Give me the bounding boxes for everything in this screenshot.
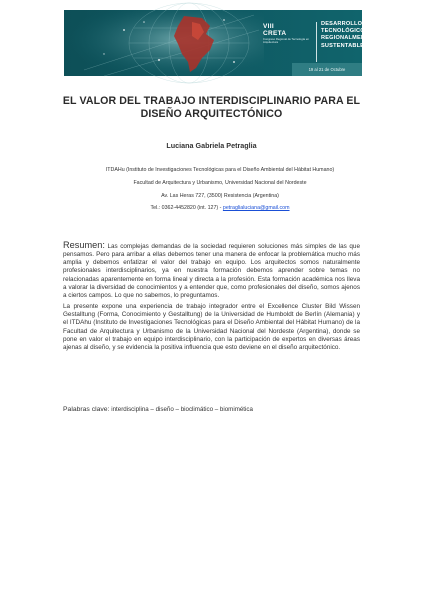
author-name: Luciana Gabriela Petraglia xyxy=(166,141,257,150)
keywords-line xyxy=(63,406,360,413)
conference-banner xyxy=(64,10,373,76)
abstract-section xyxy=(63,241,360,352)
edition-label: VIII xyxy=(263,23,274,30)
keywords-label: Palabras clave: xyxy=(63,406,110,413)
theme-block xyxy=(321,21,391,50)
banner-divider xyxy=(316,22,317,62)
event-name: CRETA xyxy=(263,30,287,37)
keywords-text: interdisciplina – diseño – bioclimático – biomimética xyxy=(111,406,253,413)
title-line: EL VALOR DEL TRABAJO INTERDISCIPLINARIO PARA EL xyxy=(62,95,361,107)
abstract-paragraph xyxy=(63,241,360,300)
title-line: DISEÑO ARQUITECTÓNICO xyxy=(140,108,283,120)
paper-title xyxy=(50,95,373,121)
globe-logo-icon xyxy=(64,10,264,76)
creta-block xyxy=(263,23,315,45)
affiliation-address: Av. Las Heras 727, (3500) Resistencia (Argentina) xyxy=(161,193,279,199)
affiliation-institute: ITDAHu (Instituto de Investigaciones Tecnológicas para el Diseño Ambiental del Hábitat Humano) xyxy=(105,167,335,173)
theme-line: SUSTENTABLE xyxy=(321,42,365,49)
theme-line: REGIONALMENTE xyxy=(321,35,373,42)
abstract-label: Resumen: xyxy=(63,240,105,250)
theme-line: TECNOLÓGICO xyxy=(321,28,365,35)
contact-line xyxy=(70,205,370,211)
email-link[interactable]: petraglialuciana@gmail.com xyxy=(222,205,290,211)
affiliation-faculty: Facultad de Arquitectura y Urbanismo, Universidad Nacional del Nordeste xyxy=(133,180,307,186)
event-dates: 19 al 21 de Octubre xyxy=(292,63,362,76)
theme-line: DESARROLLO xyxy=(321,21,363,27)
event-subtitle: Congreso Regional de Tecnología en Arquitectura xyxy=(263,37,309,45)
abstract-text-2: La presente expone una experiencia de trabajo integrador entre el Excellence Cluster Bild Wissen Gestalltung (Forma, Conocimiento y Gestalltung) de la Universidad de Humboldt de Berlín (Alemania) y el ITDAhu (Instituto de Investigaciones Tecnológicas para el Diseño Ambiental del Hábitat Humano) de la Facultad de Arquitectura y Urbanismo de la Universidad Nacional del Nordeste (Argentina), donde se pone en valor el trabajo en equipo interdisciplinario, con la participación de expertos en diversas áreas ajenas al diseño, y se evidencia la positiva influencia que esto deviene en el diseño arquitectónico. xyxy=(63,303,360,351)
phone-text: Tel.: 0362-4452820 (int. 127) - xyxy=(150,205,222,211)
abstract-text-1: Las complejas demandas de la sociedad requieren soluciones más simples de las que pensamos. Pero para arribar a ellas debemos tener una manera de enfocar la problemática mucho más amplia y debemos enfatizar el valor del trabajo en equipo. Los arquitectos somos naturalmente profesionales interdisciplinarios, ya en nuestra formación debemos aprender sobre temas no relacionadas aparentemente en forma lineal y directa a la profesión. Esta formación académica nos lleva a valorar la diversidad de conocimientos y a entender que, como profesionales del diseño, somos ajenos a ciertos campos. Lo que no sabemos, lo preguntamos. xyxy=(63,243,360,299)
